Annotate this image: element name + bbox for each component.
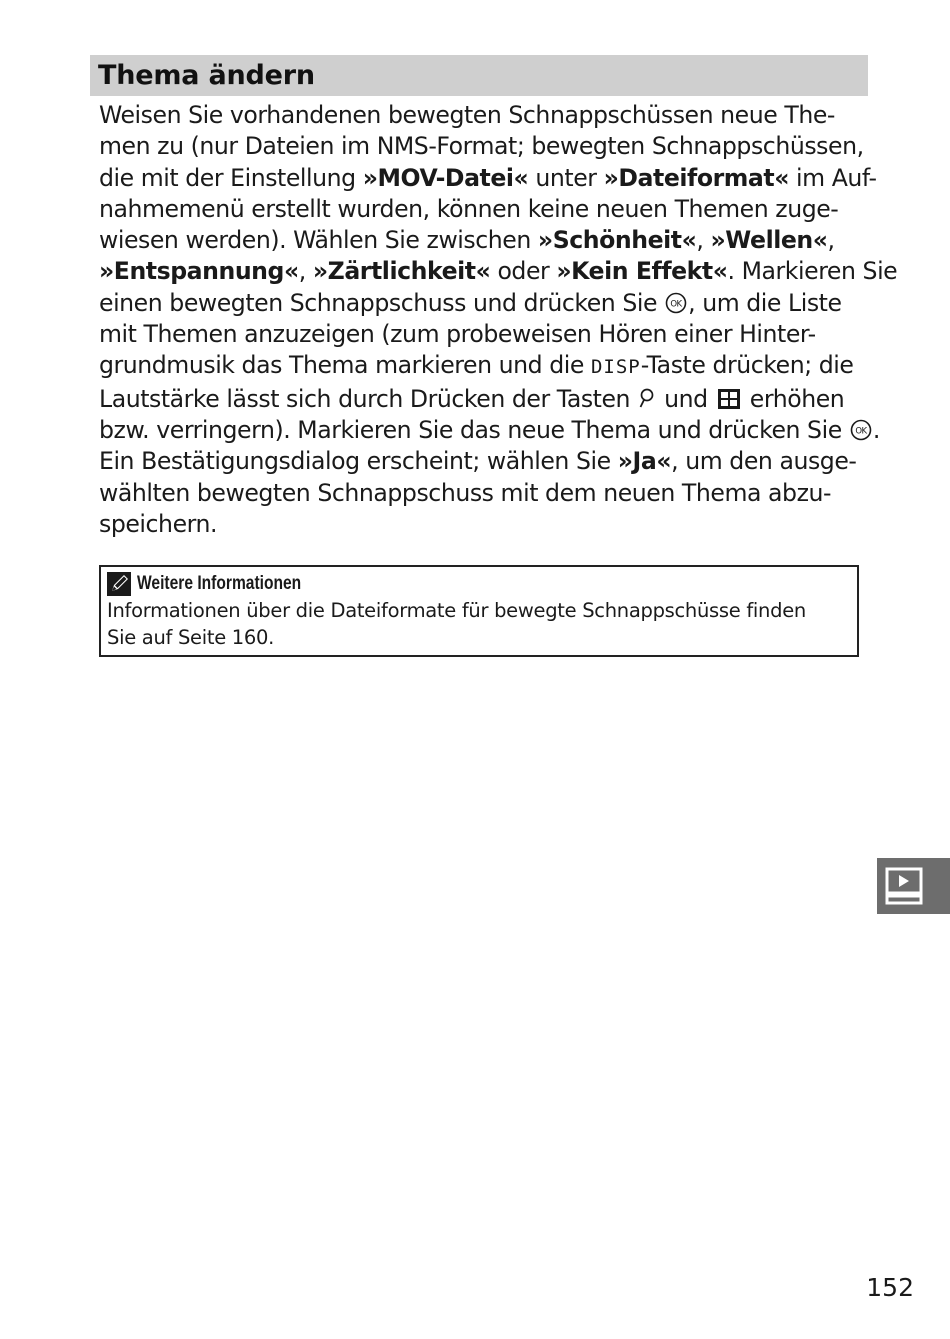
svg-text:OK: OK <box>670 299 682 310</box>
ok-button-icon <box>665 292 687 314</box>
body-line: wählten bewegten Schnappschuss mit dem neuen Thema abzu- <box>99 478 832 507</box>
body-line: Weisen Sie vorhandenen bewegten Schnappschüssen neue The- <box>99 101 835 129</box>
theme-waves: »Wellen« <box>710 226 828 255</box>
yes-option-term: »Ja« <box>617 447 672 476</box>
note-title: Weitere Informationen <box>137 573 302 594</box>
playback-section-tab <box>877 858 950 914</box>
thumbnail-icon <box>718 389 740 409</box>
pencil-icon <box>107 572 131 596</box>
body-line: Lautstärke lässt sich durch Drücken der Tasten und erhöhen <box>99 384 845 413</box>
body-line: einen bewegten Schnappschuss und drücken Sie OK , um die Liste <box>99 288 842 317</box>
body-line: die mit der Einstellung »MOV-Datei« unter »Dateiformat« im Auf- <box>99 163 877 192</box>
body-line: nahmemenü erstellt wurden, können keine neuen Themen zuge- <box>99 194 839 223</box>
zoom-in-icon <box>639 388 655 410</box>
info-note-box <box>99 565 859 657</box>
section-title: Thema ändern <box>98 60 315 91</box>
body-line: mit Themen anzuzeigen (zum probeweisen Hören einer Hinter- <box>99 320 816 349</box>
theme-beauty: »Schönheit« <box>537 226 697 255</box>
body-line: men zu (nur Dateien im NMS-Format; bewegten Schnappschüssen, <box>99 132 864 161</box>
theme-relaxation: »Entspannung« <box>99 257 299 286</box>
section-header <box>90 55 868 96</box>
mov-file-term: »MOV-Datei« <box>362 163 529 192</box>
body-line: bzw. verringern). Markieren Sie das neue Thema und drücken Sie OK . <box>99 415 880 444</box>
theme-no-effect: »Kein Effekt« <box>556 257 728 286</box>
body-text <box>99 100 898 540</box>
body-line: »Entspannung«, »Zärtlichkeit« oder »Kein Effekt«. Markieren Sie <box>99 257 898 286</box>
body-line: Ein Bestätigungsdialog erscheint; wählen Sie »Ja«, um den ausge- <box>99 447 857 476</box>
svg-text:OK: OK <box>855 426 867 437</box>
body-line: speichern. <box>99 509 218 538</box>
file-format-term: »Dateiformat« <box>603 163 789 192</box>
body-line: wiesen werden). Wählen Sie zwischen »Schönheit«, »Wellen«, <box>99 226 835 255</box>
theme-tenderness: »Zärtlichkeit« <box>312 257 491 286</box>
page-number: 152 <box>866 1273 914 1302</box>
body-line: grundmusik das Thema markieren und die DISP-Taste drücken; die <box>99 351 854 380</box>
disp-button-label: DISP <box>590 356 641 379</box>
note-title-row <box>107 571 851 597</box>
ok-button-icon <box>850 419 872 441</box>
note-text: Informationen über die Dateiformate für bewegte Schnappschüsse finden Sie auf Seite 160. <box>107 599 806 649</box>
